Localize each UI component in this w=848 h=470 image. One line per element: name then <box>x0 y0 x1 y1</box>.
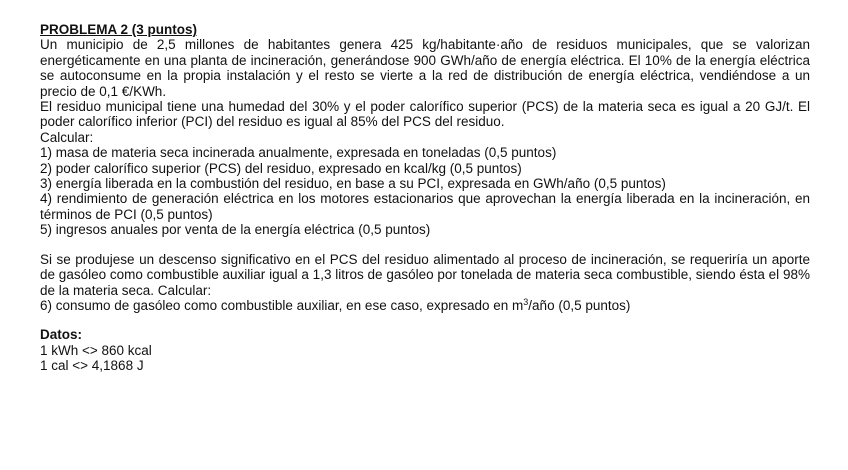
item-6-prefix: 6) consumo de gasóleo como combustible auxiliar, en ese caso, expresado en m <box>40 297 524 313</box>
question-item-6 <box>40 298 810 313</box>
problem-title: PROBLEMA 2 (3 puntos) <box>40 22 197 37</box>
calcular-label: Calcular: <box>40 129 94 145</box>
spacer <box>40 313 810 327</box>
scenario-paragraph: Si se produjese un descenso significativo en el PCS del residuo alimentado al proceso de incineración, se requeriría un aporte de gasóleo como combustible auxiliar igual a 1,3 litros de gasóleo por tonelada de materia seca combustible, siendo ésta el 98% de la materia seca. Calcular: <box>40 251 810 298</box>
datos-title: Datos: <box>40 327 83 343</box>
question-item-3: 3) energía liberada en la combustión del residuo, en base a su PCI, expresada en GWh/año (0,5 puntos) <box>40 176 666 192</box>
intro-paragraph-1: Un municipio de 2,5 millones de habitantes genera 425 kg/habitante·año de residuos municipales, que se valorizan energéticamente en una planta de incineración, generándose 900 GWh/año de energía eléctrica. El 10% de la energía eléctrica se autoconsume en la propia instalación y el resto se vierte a la red de distribución de energía eléctrica, vendiéndose a un precio de 0,1 €/KWh. <box>40 37 810 99</box>
datos-line-1: 1 kWh <> 860 kcal <box>40 342 152 358</box>
question-item-1: 1) masa de materia seca incinerada anualmente, expresada en toneladas (0,5 puntos) <box>40 145 557 161</box>
question-item-4: 4) rendimiento de generación eléctrica en los motores estacionarios que aprovechan la energía liberada en la incineración, en términos de PCI (0,5 puntos) <box>40 191 810 222</box>
datos-line-2: 1 cal <> 4,1868 J <box>40 358 144 374</box>
intro-paragraph-2: El residuo municipal tiene una humedad del 30% y el poder calorífico superior (PCS) de la materia seca es igual a 20 GJ/t. El poder calorífico inferior (PCI) del residuo es igual al 85% del PCS del residuo. <box>40 99 810 130</box>
item-6-superscript: 3 <box>523 296 529 307</box>
spacer <box>40 238 810 252</box>
question-item-2: 2) poder calorífico superior (PCS) del residuo, expresado en kcal/kg (0,5 puntos) <box>40 160 522 176</box>
question-item-5: 5) ingresos anuales por venta de la energía eléctrica (0,5 puntos) <box>40 222 431 238</box>
problem-document <box>40 22 810 374</box>
item-6-suffix: /año (0,5 puntos) <box>528 297 631 313</box>
